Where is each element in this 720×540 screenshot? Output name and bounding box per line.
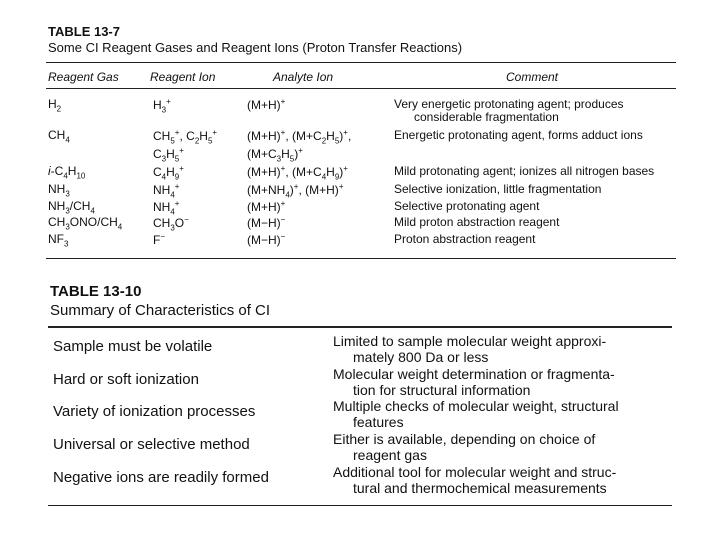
table1-cell-analyte: (M−H)− bbox=[247, 232, 286, 247]
table1-cell-comment: Mild proton abstraction reagent bbox=[394, 215, 560, 229]
table1-header-comment: Comment bbox=[506, 70, 559, 84]
table1-cell-analyte: (M−H)− bbox=[247, 215, 286, 230]
table1-cell-comment: Proton abstraction reagent bbox=[394, 232, 536, 246]
table2-row-label: Hard or soft ionization bbox=[53, 371, 199, 388]
table1-cell-ion: F− bbox=[153, 232, 166, 247]
table1-cell-comment: Energetic protonating agent, forms adduct ions bbox=[394, 128, 643, 142]
table2-caption: Summary of Characteristics of CI bbox=[50, 302, 271, 319]
table1-cell-gas: $H_2$ bbox=[48, 97, 62, 114]
table1-top-rule bbox=[46, 62, 676, 63]
table2-row-description: Molecular weight determination or fragmenta- tion for structural information bbox=[333, 366, 615, 398]
table1-cell-ion: $NH_4^+$ bbox=[153, 182, 180, 200]
table1-caption: Some CI Reagent Gases and Reagent Ions (Proton Transfer Reactions) bbox=[48, 40, 463, 55]
table1-cell-gas: $NF_3$ bbox=[48, 232, 69, 249]
table1-cell-analyte: (M+H)+ bbox=[247, 199, 286, 214]
table1-cell-comment: Mild protonating agent; ionizes all nitrogen bases bbox=[394, 164, 655, 178]
table2-bottom-rule bbox=[48, 505, 672, 506]
table1-cell-analyte: (M+H)+ bbox=[247, 97, 286, 112]
table1-cell-gas: $CH_4$ bbox=[48, 128, 70, 145]
table1-cell-gas: $NH_3$ bbox=[48, 182, 70, 199]
table2-row-description: Multiple checks of molecular weight, structural features bbox=[333, 398, 619, 430]
table1-cell-analyte: (M+H)+, $(M+C_2H_5)^+$, bbox=[247, 128, 352, 146]
table1-cell-analyte: $(M+NH_4)^+$, (M+H)+ bbox=[247, 182, 344, 200]
table2-row-description: Either is available, depending on choice of reagent gas bbox=[333, 431, 596, 463]
table2-title: TABLE 13-10 bbox=[50, 283, 142, 300]
table1-cell-comment: Selective protonating agent bbox=[394, 199, 540, 213]
table1-cell-comment: Very energetic protonating agent; produces bbox=[394, 97, 624, 111]
table1-header-rule bbox=[46, 88, 676, 89]
table2-row-description: Additional tool for molecular weight and struc- tural and thermochemical measurements bbox=[333, 464, 617, 496]
table1-cell-analyte: $(M+C_3H_5)^+$ bbox=[247, 146, 303, 164]
table1-header-ion: Reagent Ion bbox=[150, 70, 216, 84]
table1-cell-gas: $CH_3ONO/CH_4$ bbox=[48, 215, 123, 232]
table1-header-analyte: Analyte Ion bbox=[273, 70, 334, 84]
table2-row-label: Universal or selective method bbox=[53, 436, 250, 453]
table2-row-description: Limited to sample molecular weight approxi- mately 800 Da or less bbox=[333, 333, 607, 365]
table1-header-gas: Reagent Gas bbox=[48, 70, 119, 84]
table1-cell-analyte: (M+H)+, $(M+C_4H_9)^+$ bbox=[247, 164, 348, 182]
table1-bottom-rule bbox=[46, 258, 676, 259]
table1-cell-ion: $NH_4^+$ bbox=[153, 199, 180, 217]
table1-cell-comment-continued: considerable fragmentation bbox=[414, 110, 559, 124]
table1-cell-ion: $C_4H_9^+$ bbox=[153, 164, 184, 182]
table1-cell-gas: $i-C_4H_{10}$ bbox=[48, 164, 86, 181]
table2-row-label: Negative ions are readily formed bbox=[53, 469, 269, 486]
table1-cell-ion: $C_3H_5^+$ bbox=[153, 146, 184, 164]
table1-title: TABLE 13-7 bbox=[48, 24, 120, 39]
table2-top-rule bbox=[48, 326, 672, 328]
table1-cell-ion: $H_3^+$ bbox=[153, 97, 171, 115]
table1-cell-comment: Selective ionization, little fragmentation bbox=[394, 182, 602, 196]
table1-cell-ion: $CH_5^+$, $C_2H_5^+$ bbox=[153, 128, 218, 146]
table1-cell-gas: $NH_3/CH_4$ bbox=[48, 199, 95, 216]
table1-cell-ion: $CH_3O^-$ bbox=[153, 215, 189, 233]
table2-row-label: Sample must be volatile bbox=[53, 338, 213, 355]
table2-row-label: Variety of ionization processes bbox=[53, 403, 256, 420]
